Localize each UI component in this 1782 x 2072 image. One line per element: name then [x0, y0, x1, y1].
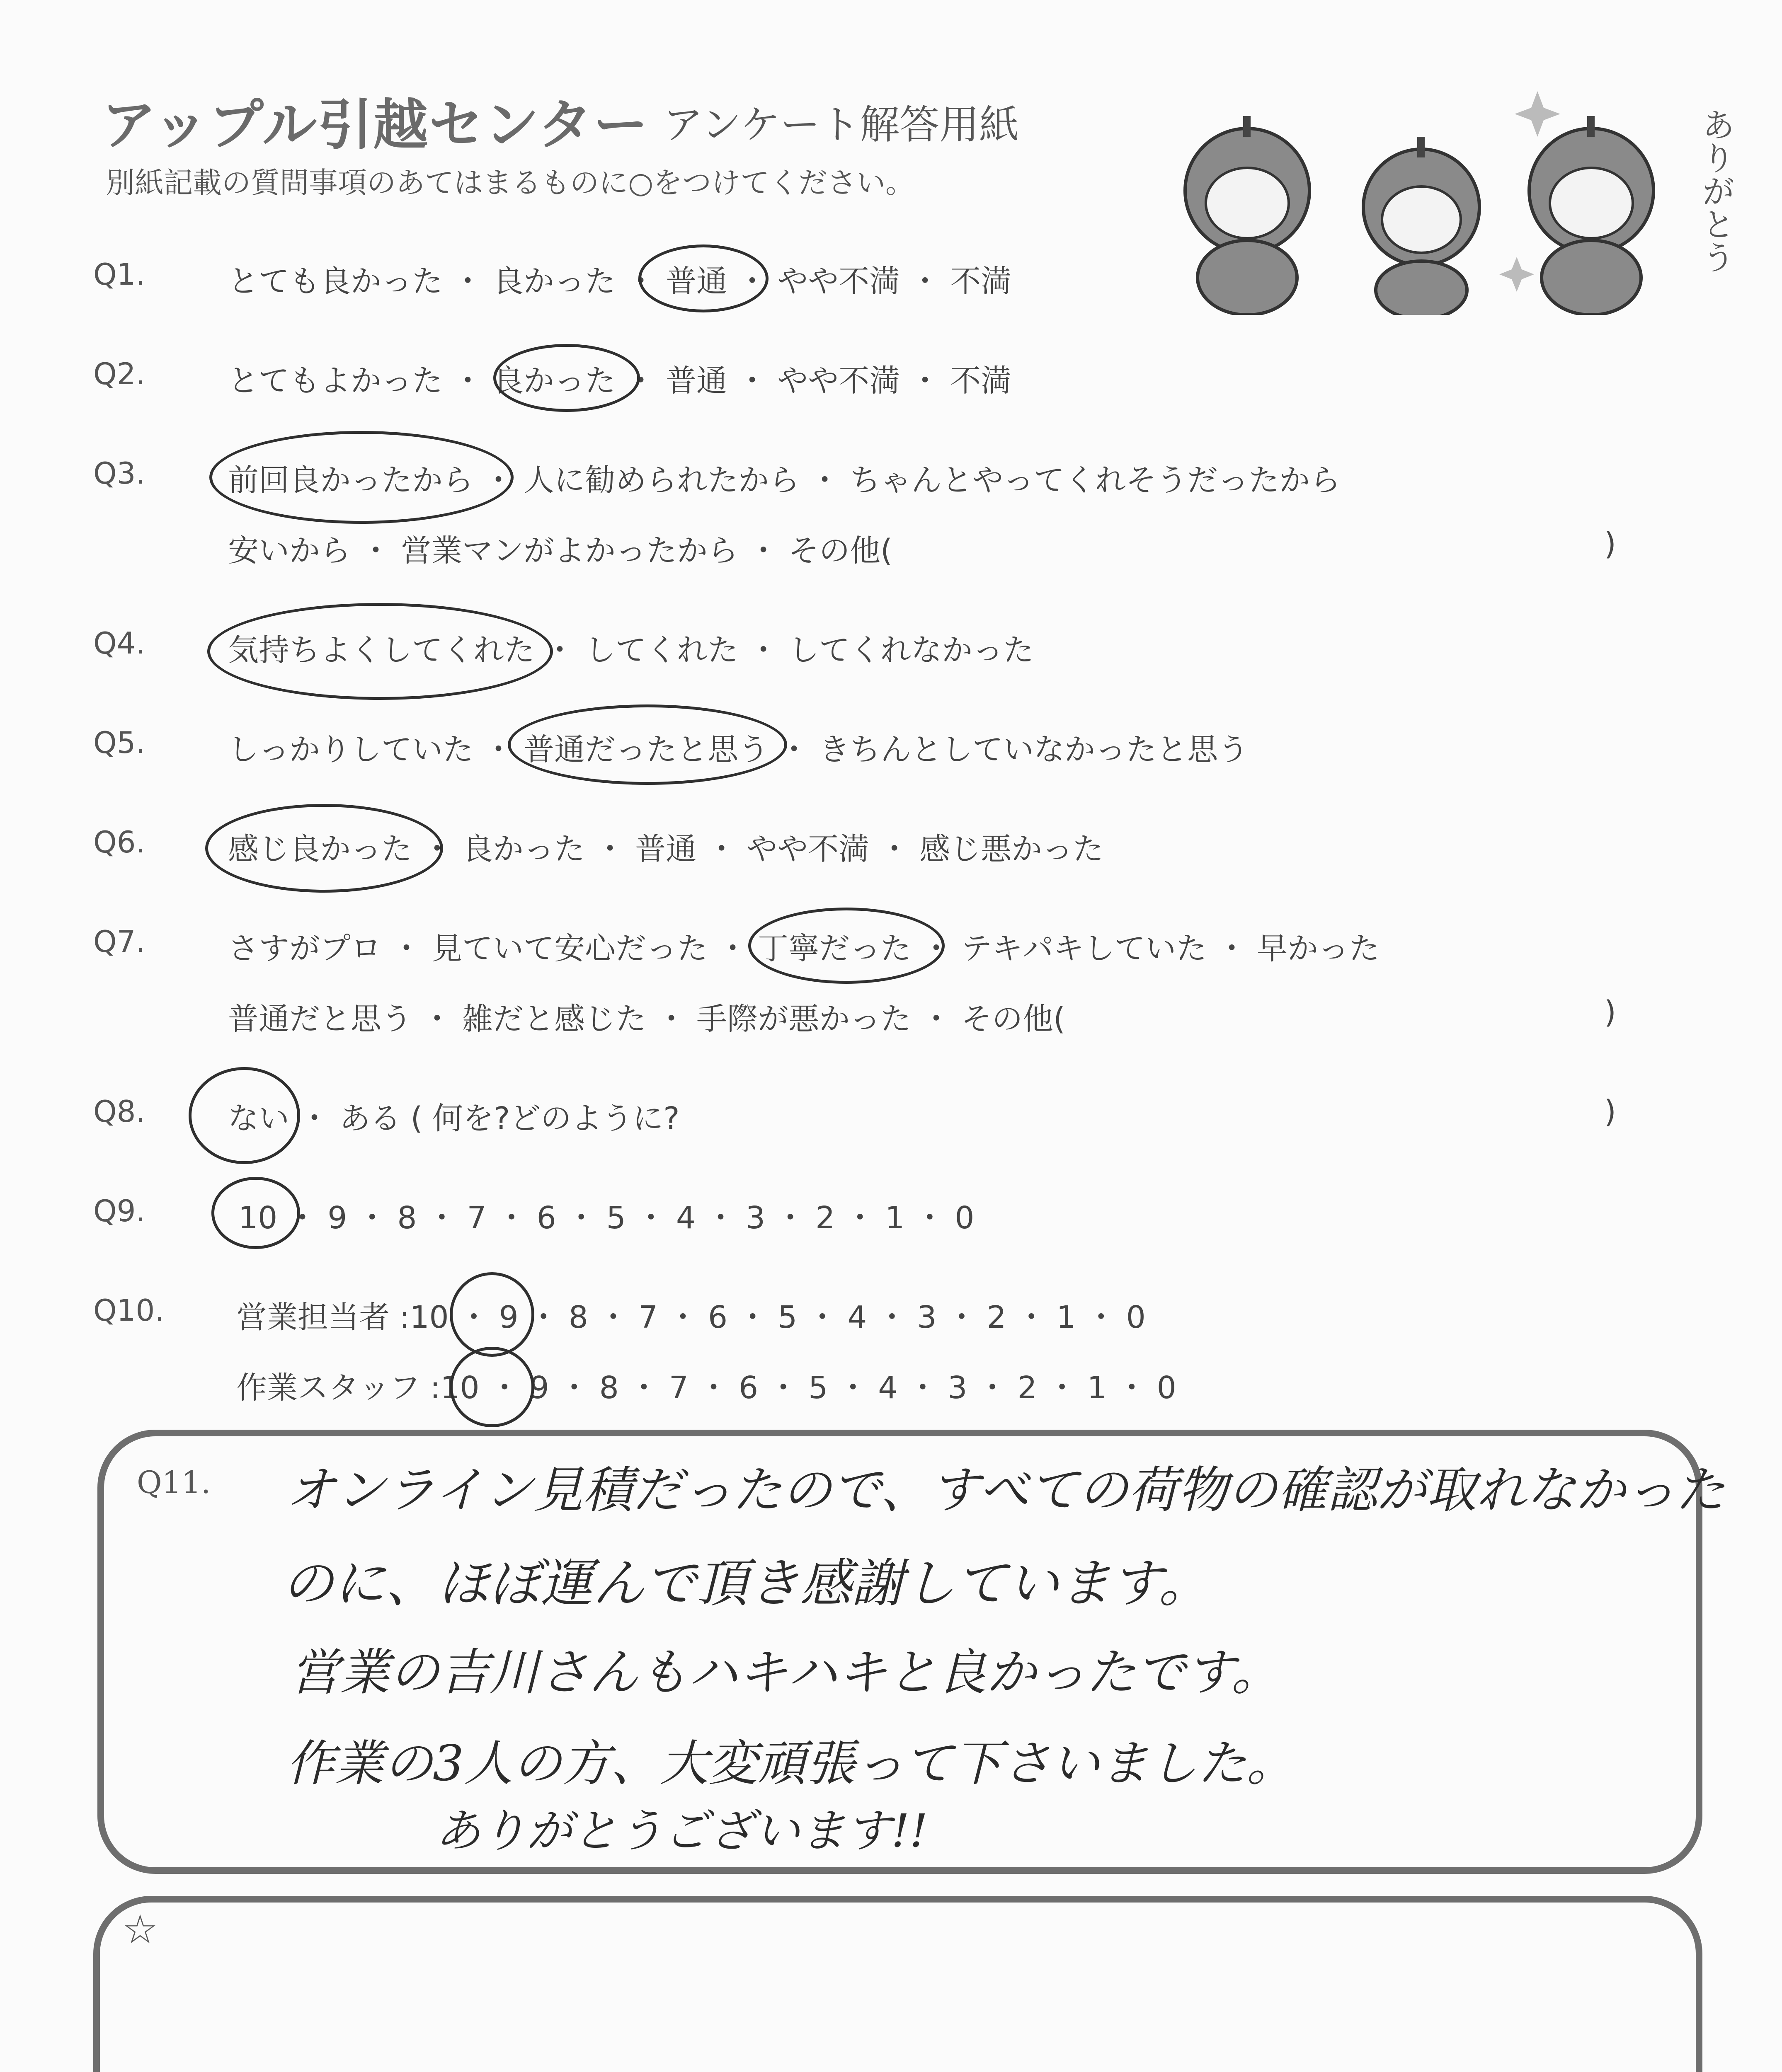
q4-options: 気持ちよくしてくれた ・ してくれた ・ してくれなかった: [228, 632, 1034, 668]
q9-options: 10 ・ 9 ・ 8 ・ 7 ・ 6 ・ 5 ・ 4 ・ 3 ・ 2 ・ 1 ・ 0: [238, 1200, 975, 1236]
q7-options-line2: 普通だと思う ・ 雑だと感じた ・ 手際が悪かった ・ その他(: [228, 1001, 1066, 1037]
q9-label: Q9.: [93, 1193, 145, 1228]
q5-answer-circle: [508, 704, 787, 785]
star-comment-box: [93, 1896, 1702, 2072]
q11-comment-line1: オンライン見積だったので、すべての荷物の確認が取れなかった: [286, 1462, 1725, 1519]
q8-options: ない ・ ある ( 何を?どのように?: [228, 1101, 680, 1136]
instruction-text: 別紙記載の質問事項のあてはまるものに○をつけてください。: [106, 166, 915, 200]
q11-comment-line4: 作業の3人の方、大変頑張って下さいました。: [286, 1735, 1296, 1792]
q11-label: Q11.: [137, 1465, 211, 1501]
q4-label: Q4.: [93, 626, 145, 661]
q6-options: 感じ良かった ・ 良かった ・ 普通 ・ やや不満 ・ 感じ悪かった: [228, 831, 1104, 867]
q7-options-line1: さすがプロ ・ 見ていて安心だった ・ 丁寧だった ・ テキパキしていた ・ 早かった: [228, 931, 1380, 966]
q3-answer-circle: [209, 431, 514, 524]
q6-answer-circle: [205, 804, 443, 893]
q1-label: Q1.: [93, 257, 145, 292]
q8-label: Q8.: [93, 1094, 145, 1129]
q3-options-line1: 前回良かったから ・ 人に勧められたから ・ ちゃんとやってくれそうだったから: [228, 462, 1341, 498]
star-icon: ☆: [122, 1906, 158, 1953]
mascot-illustration: [1164, 83, 1745, 317]
q7-label: Q7.: [93, 924, 145, 959]
q2-answer-circle: [493, 344, 640, 412]
q3-options-line2: 安いから ・ 営業マンがよかったから ・ その他(: [228, 533, 892, 569]
q3-close-paren: ): [1604, 526, 1616, 562]
q2-options: とてもよかった ・ 良かった ・ 普通 ・ やや不満 ・ 不満: [228, 363, 1012, 399]
q5-label: Q5.: [93, 725, 145, 760]
q4-answer-circle: [207, 603, 553, 700]
q10-staff-options: 作業スタッフ :10 ・ 9 ・ 8 ・ 7 ・ 6 ・ 5 ・ 4 ・ 3 ・ 2 ・ 1 ・ 0: [236, 1370, 1176, 1406]
q2-label: Q2.: [93, 356, 145, 391]
q5-options: しっかりしていた ・ 普通だったと思う ・ きちんとしていなかったと思う: [228, 732, 1249, 767]
q9-answer-circle: [211, 1177, 300, 1249]
q7-answer-circle: [748, 908, 945, 984]
q7-close-paren: ): [1604, 995, 1616, 1030]
q11-comment-line5: ありがとうございます!!: [435, 1804, 928, 1857]
q11-comment-line2: のに、ほぼ運んで頂き感謝しています。: [282, 1554, 1210, 1614]
q8-close-paren: ): [1604, 1094, 1616, 1130]
thanks-text: ありがとう: [1696, 108, 1735, 274]
q10-sales-answer-circle: [450, 1272, 534, 1357]
form-title: アンケート解答用紙: [663, 102, 1019, 148]
q11-comment-line3: 営業の吉川さんもハキハキと良かったです。: [290, 1644, 1281, 1702]
q6-label: Q6.: [93, 825, 145, 859]
q10-label: Q10.: [93, 1293, 165, 1328]
q1-options: とても良かった ・ 良かった ・ 普通 ・ やや不満 ・ 不満: [228, 264, 1012, 299]
q10-staff-answer-circle: [450, 1347, 534, 1427]
q1-answer-circle: [638, 244, 769, 312]
q10-sales-options: 営業担当者 :10 ・ 9 ・ 8 ・ 7 ・ 6 ・ 5 ・ 4 ・ 3 ・ 2 ・ 1 ・ 0: [236, 1300, 1146, 1335]
company-name: アップル引越センター: [102, 93, 649, 157]
q8-answer-circle: [189, 1067, 300, 1164]
q3-label: Q3.: [93, 456, 145, 491]
